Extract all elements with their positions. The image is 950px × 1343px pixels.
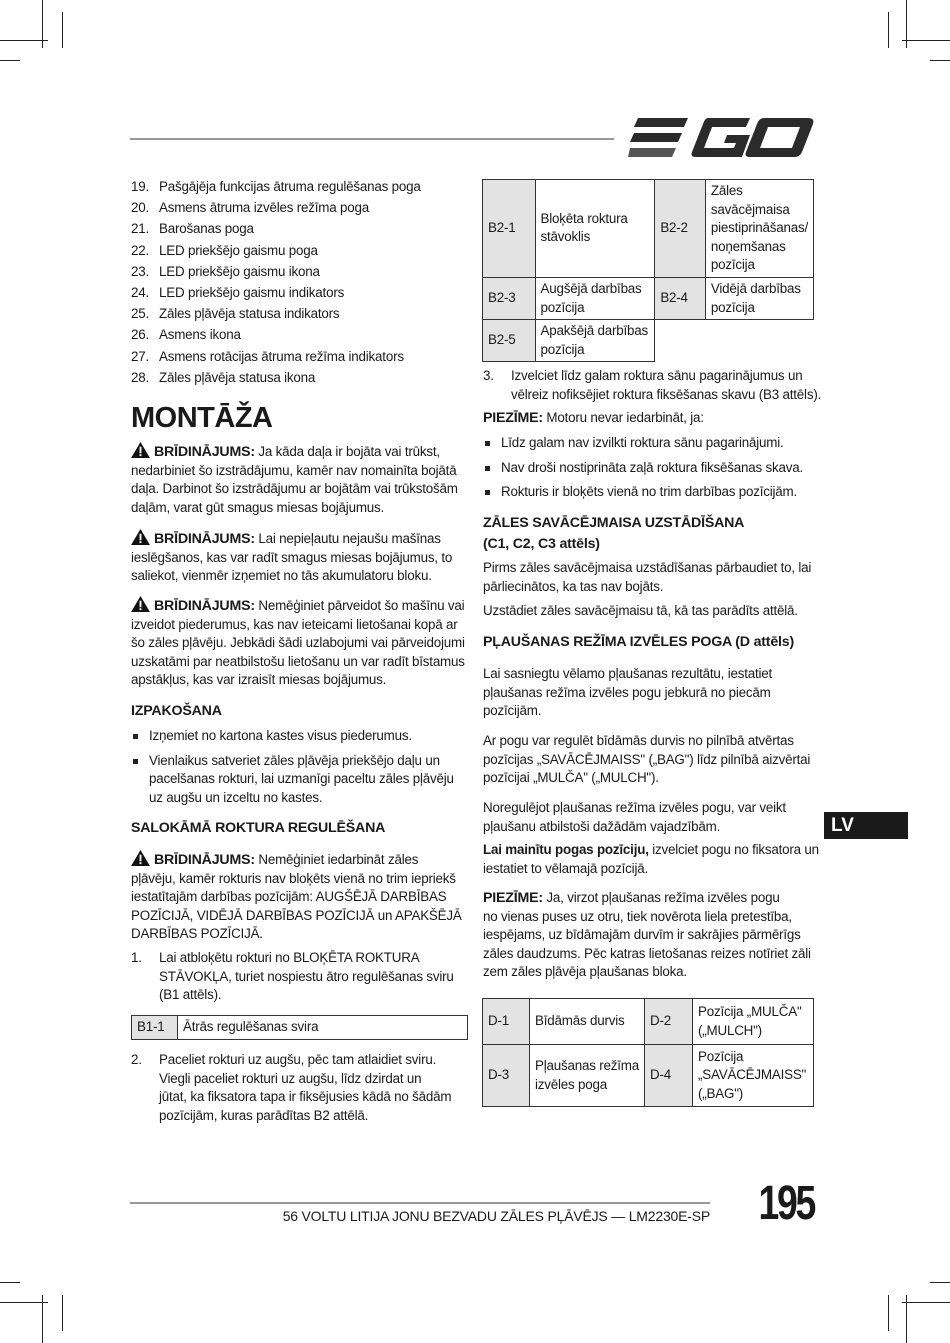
warning-label: BRĪDINĀJUMS: <box>154 444 255 460</box>
list-item-text: Asmens ātruma izvēles režīma poga <box>159 200 369 216</box>
table-key: D-2 <box>645 999 693 1045</box>
table-value: Pļaušanas režīma izvēles poga <box>530 1045 645 1107</box>
step-text: Viegli paceliet rokturi uz augšu, līdz dzirdat un <box>159 1070 422 1086</box>
note-label: PIEZĪME: <box>483 890 543 906</box>
warning-text: nedarbiniet šo izstrādājumu, kamēr nav nomainīta bojātā <box>131 462 457 478</box>
step-2 <box>131 1051 471 1125</box>
page-number: 195 <box>758 1177 814 1230</box>
step-number: 1. <box>131 950 142 965</box>
list-item <box>131 178 461 197</box>
plausanas-paragraph-3 <box>483 799 823 836</box>
list-item-number: 23. <box>131 263 150 279</box>
list-item-text: Barošanas poga <box>159 221 254 237</box>
list-item <box>131 242 461 261</box>
crop-mark <box>902 1302 950 1303</box>
table-value: Bīdāmās durvis <box>530 999 645 1045</box>
list-item-text: Vienlaikus satveriet zāles pļāvēja priekšējo daļu un <box>149 752 440 768</box>
paragraph-text: Ar pogu var regulēt bīdāmās durvis no pilnībā atvērtas <box>483 733 794 748</box>
warning-text: uzskatāmi par neatbilstošu lietošanu un var radīt bīstamus <box>131 653 465 669</box>
table-row <box>132 1016 468 1040</box>
warning-label: BRĪDINĀJUMS: <box>154 531 255 547</box>
note-2 <box>483 889 823 982</box>
plausanas-paragraph-1 <box>483 665 823 721</box>
note-text: Motoru nevar iedarbināt, ja: <box>542 410 704 425</box>
crop-mark <box>902 40 950 41</box>
section-title-salokama: SALOKĀMĀ ROKTURA REGULĒŠANA <box>131 820 386 836</box>
note-text: iespējams, uz bīdāmajām durvīm ir sakrājies pārmērīgs <box>483 927 801 943</box>
list-item-text: Asmens ikona <box>159 327 241 343</box>
step-text: (B1 attēls). <box>159 987 222 1003</box>
warning-icon <box>131 442 150 458</box>
table-row <box>483 180 814 278</box>
list-item-number: 20. <box>131 200 150 216</box>
list-item <box>131 727 471 746</box>
warning-label: BRĪDINĀJUMS: <box>154 852 255 868</box>
list-item-number: 21. <box>131 221 150 237</box>
list-item-text: Asmens rotācijas ātruma režīma indikators <box>159 348 404 364</box>
section-title-plausanas: PĻAUŠANAS REŽĪMA IZVĒLES POGA (D attēls) <box>483 634 794 650</box>
warning-text: POZĪCIJĀ, VIDĒJĀ DARBĪBAS POZĪCIJĀ un APAKŠĒJĀ <box>131 907 462 923</box>
note-text: zem zāles pļāvēja pļaušanas bloka. <box>483 964 687 980</box>
note-text: no vienas puses uz otru, tiek novērota liela pretestība, <box>483 908 792 924</box>
warning-icon <box>131 596 150 612</box>
note-1-list <box>483 434 823 502</box>
list-item <box>131 263 461 282</box>
plausanas-paragraph-2 <box>483 732 823 788</box>
paragraph-text: pļaušanas režīma izvēles pogu jebkurā no piecām <box>483 684 771 700</box>
paragraph-text: pozīcijām. <box>483 703 542 719</box>
section-title-line: (C1, C2, C3 attēls) <box>483 536 600 552</box>
paragraph-text: iestatiet to vēlamajā pozīcijā. <box>483 860 648 876</box>
warning-icon <box>131 529 150 545</box>
list-item-text: Rokturis ir bloķēts vienā no trim darbības pozīcijām. <box>501 484 798 500</box>
component-list <box>131 178 461 390</box>
crop-mark <box>0 40 48 41</box>
warning-block-3 <box>131 596 471 690</box>
list-item-text: Nav droši nostiprināta zaļā roktura fiksēšanas skava. <box>501 459 803 475</box>
language-tab: LV <box>824 812 908 839</box>
step-text: Izvelciet līdz galam roktura sānu pagarinājumus un <box>511 368 803 383</box>
step-text: Lai atbloķētu rokturi no BLOĶĒTA ROKTURA <box>159 950 420 965</box>
list-item <box>483 483 823 502</box>
warning-icon <box>131 850 150 866</box>
note-1 <box>483 409 823 428</box>
list-item <box>131 305 461 324</box>
list-item-number: 27. <box>131 348 150 364</box>
list-item-text: Pašgājēja funkcijas ātruma regulēšanas poga <box>159 179 421 194</box>
table-row <box>483 999 814 1045</box>
paragraph-text: Lai sasniegtu vēlamo pļaušanas rezultātu, iestatiet <box>483 666 773 681</box>
list-item-text: LED priekšējo gaismu poga <box>159 242 318 258</box>
warning-text: izveidot piederumus, kas nav ieteicami lietošanai kopā ar <box>131 616 458 632</box>
table-row <box>483 1045 814 1107</box>
step-text: pozīcijām, kuras parādītas B2 attēlā. <box>159 1107 369 1123</box>
table-value: Zāles savācējmaisa piestiprināšanas/ noņemšanas pozīcija <box>705 180 813 278</box>
ego-logo <box>628 116 814 160</box>
list-item-text: Zāles pļāvēja statusa ikona <box>159 369 316 385</box>
crop-mark <box>888 12 889 48</box>
crop-mark <box>888 1295 889 1331</box>
list-item <box>131 369 461 388</box>
warning-block-4 <box>131 850 471 944</box>
paragraph-bold: Lai mainītu pogas pozīciju, <box>483 842 649 857</box>
list-item-number: 22. <box>131 242 150 258</box>
warning-text: šo zāles pļāvēju. Jebkādi šādi uzlabojumi vai pārveidojumi <box>131 635 465 651</box>
warning-text: pļāvēju, kamēr rokturis nav bloķēts vienā no trim iepriekš <box>131 870 456 886</box>
table-value: Vidējā darbības pozīcija <box>705 277 813 319</box>
list-item <box>131 752 471 808</box>
paragraph-text: pozīcijas „SAVĀCĒJMAISS" („BAG") līdz pilnībā aizvērtai <box>483 751 811 767</box>
table-row <box>483 320 814 362</box>
table-d <box>482 998 814 1107</box>
table-value: Ātrās regulēšanas svira <box>178 1016 468 1040</box>
table-key: B2-4 <box>655 277 706 319</box>
list-item-number: 24. <box>131 284 150 300</box>
note-text: Ja, virzot pļaušanas režīma izvēles pogu <box>542 890 780 905</box>
table-key: B2-2 <box>655 180 706 278</box>
table-value: Pozīcija „SAVĀCĒJMAISS" („BAG") <box>693 1045 814 1107</box>
table-value: Apakšējā darbības pozīcija <box>535 320 655 362</box>
warning-block-1 <box>131 442 471 517</box>
table-key: D-4 <box>645 1045 693 1107</box>
warning-text: iestatītajām darbības pozīcijām: AUGŠĒJĀ DARBĪBAS <box>131 889 447 905</box>
warning-text: Nemēģiniet pārveidot šo mašīnu vai <box>254 598 465 613</box>
warning-text: Ja kāda daļa ir bojāta vai trūkst, <box>254 444 440 459</box>
zales-paragraph-2: Uzstādiet zāles savācējmaisu tā, kā tas parādīts attēlā. <box>483 603 798 618</box>
warning-text: DARBĪBAS POZĪCIJĀ. <box>131 926 263 942</box>
list-item <box>131 284 461 303</box>
table-row <box>483 277 814 319</box>
paragraph-text: pļaušanu atbilstoši dažādām vajadzībām. <box>483 818 721 834</box>
crop-mark <box>0 1302 48 1303</box>
list-item <box>131 199 461 218</box>
crop-mark <box>0 1282 20 1283</box>
list-item <box>131 348 461 367</box>
warning-block-2 <box>131 529 471 586</box>
table-key: B2-5 <box>483 320 536 362</box>
list-item-number: 28. <box>131 369 150 385</box>
step-3 <box>483 367 823 404</box>
warning-label: BRĪDINĀJUMS: <box>154 598 255 614</box>
table-key: D-1 <box>483 999 530 1045</box>
step-text: jūtat, ka fiksatora tapa ir fiksējusies kādā no šādām <box>159 1089 452 1105</box>
section-title-izpakosana: IZPAKOŠANA <box>131 703 222 719</box>
section-title-montaza: MONTĀŽA <box>131 402 273 434</box>
table-key: B1-1 <box>132 1016 178 1040</box>
warning-text: daļām, varat gūt smagus miesas bojājumus. <box>131 499 385 515</box>
list-item-text: LED priekšējo gaismu ikona <box>159 263 320 279</box>
table-value: Augšējā darbības pozīcija <box>535 277 655 319</box>
table-key: B2-3 <box>483 277 536 319</box>
paragraph-text: Pirms zāles savācējmaisa uzstādīšanas pārbaudiet to, lai <box>483 560 812 575</box>
warning-text: saliekot, vienmēr izņemiet no tās akumulatoru bloku. <box>131 568 432 584</box>
crop-mark <box>62 1295 63 1331</box>
table-key: B2-1 <box>483 180 536 278</box>
paragraph-text: pozīcijai „MULČA" („MULCH"). <box>483 770 659 786</box>
table-value: Pozīcija „MULČA" („MULCH") <box>693 999 814 1045</box>
footer-rule <box>130 1202 710 1204</box>
step-number: 3. <box>483 368 494 383</box>
crop-mark <box>0 60 20 61</box>
warning-text: apstākļus, kas var izraisīt miesas bojājumus. <box>131 672 387 688</box>
list-item-text: pacelšanas rokturi, lai uzmanīgi paceltu zāles pļāvēju <box>149 771 454 787</box>
step-1 <box>131 949 471 1005</box>
table-b1 <box>131 1015 468 1040</box>
list-item-text: Izņemiet no kartona kastes visus piederumus. <box>149 728 412 743</box>
step-text: Paceliet rokturi uz augšu, pēc tam atlaidiet sviru. <box>159 1052 437 1067</box>
table-b2 <box>482 179 814 362</box>
list-item <box>483 459 823 478</box>
list-item-text: uz augšu un izceltu no kastes. <box>149 789 323 805</box>
warning-text: Lai nepieļautu nejaušu mašīnas <box>254 531 441 546</box>
paragraph-text: izvelciet pogu no fiksatora un <box>648 842 819 857</box>
list-item-number: 26. <box>131 327 150 343</box>
crop-mark <box>62 12 63 48</box>
list-item-text: LED priekšējo gaismu indikators <box>159 284 345 300</box>
section-title-zales <box>483 514 744 554</box>
step-number: 2. <box>131 1052 142 1067</box>
warning-text: ieslēgšanos, kas var radīt smagus miesas bojājumus, to <box>131 549 453 565</box>
list-item <box>131 220 461 239</box>
list-item <box>483 434 823 453</box>
list-item-text: Zāles pļāvēja statusa indikators <box>159 306 340 322</box>
paragraph-text: pārliecinātos, ka tas nav bojāts. <box>483 578 664 594</box>
table-value: Bloķēta roktura stāvoklis <box>535 180 655 278</box>
crop-mark <box>930 60 950 61</box>
note-text: zāles daudzums. Pēc katras lietošanas reizes notīriet zāli <box>483 945 811 961</box>
list-item-number: 19. <box>131 179 150 194</box>
crop-mark <box>930 1282 950 1283</box>
list-item-text: Līdz galam nav izvilkti roktura sānu pagarinājumi. <box>501 435 784 450</box>
zales-paragraph-1 <box>483 559 823 596</box>
note-label: PIEZĪME: <box>483 410 543 426</box>
plausanas-paragraph-4 <box>483 841 823 878</box>
izpakosana-list <box>131 727 471 807</box>
table-key: D-3 <box>483 1045 530 1107</box>
header-rule <box>130 138 614 140</box>
step-text: STĀVOKĻA, turiet nospiestu ātro regulēšanas sviru <box>159 968 454 984</box>
paragraph-text: Noregulējot pļaušanas režīma izvēles pogu, var veikt <box>483 800 786 815</box>
footer-title: 56 VOLTU LITIJA JONU BEZVADU ZĀLES PĻĀVĒJS — LM2230E-SP <box>282 1208 710 1224</box>
section-title-line: ZĀLES SAVĀCĒJMAISA UZSTĀDĪŠANA <box>483 515 745 531</box>
list-item-number: 25. <box>131 306 150 322</box>
step-text: vēlreiz nofiksējiet roktura fiksēšanas skavu (B3 attēls). <box>511 386 822 402</box>
list-item <box>131 326 461 345</box>
warning-text: daļa. Darbinot šo izstrādājumu ar bojātām vai trūkstošām <box>131 481 458 497</box>
warning-text: Nemēģiniet iedarbināt zāles <box>254 852 419 867</box>
